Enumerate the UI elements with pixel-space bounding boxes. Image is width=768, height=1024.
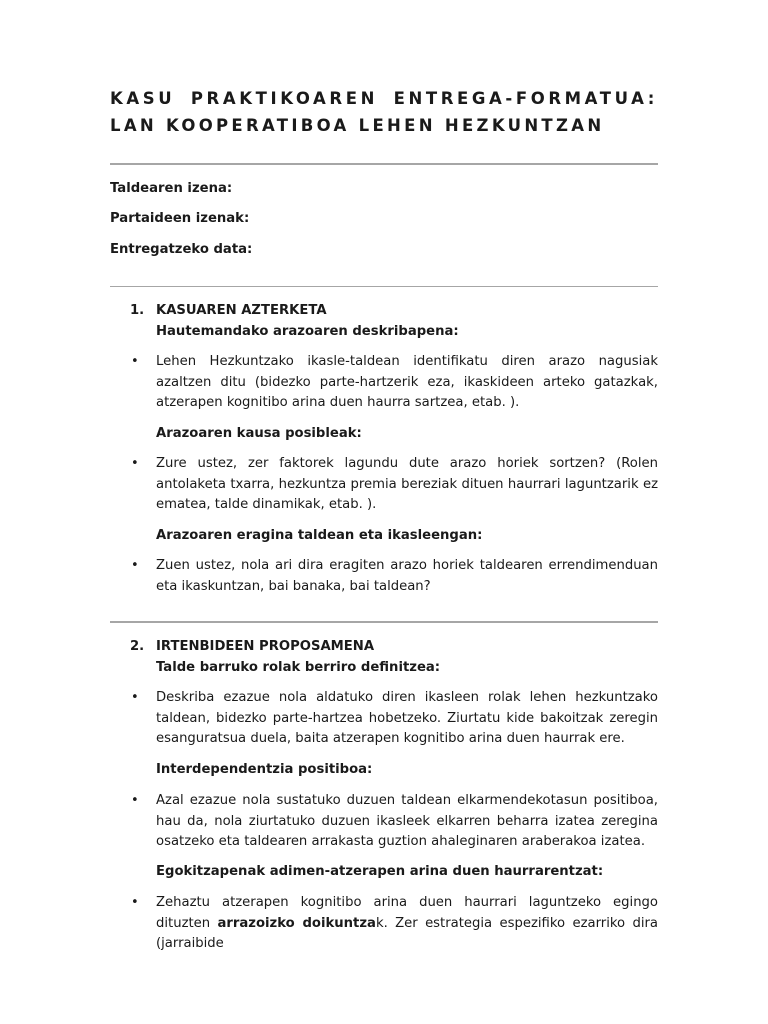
section-2-heading	[130, 639, 374, 654]
section-title: IRTENBIDEEN PROPOSAMENA	[156, 639, 375, 654]
bullet-icon: •	[131, 793, 139, 808]
bullet-text	[156, 893, 658, 955]
divider	[110, 621, 658, 623]
bullet-icon: •	[131, 456, 139, 471]
section-number: 1.	[130, 303, 145, 318]
subheading: Talde barruko rolak berriro definitzea:	[156, 660, 441, 675]
page-title-line-1	[110, 89, 658, 109]
section-title: KASUAREN AZTERKETA	[156, 303, 327, 318]
subheading: Arazoaren kausa posibleak:	[156, 426, 362, 441]
title-word: ENTREGA-FORMATUA:	[393, 89, 658, 108]
bullet-icon: •	[131, 895, 139, 910]
title-word: KASU	[110, 89, 176, 108]
bullet-text: Deskriba ezazue nola aldatuko diren ikasleen rolak lehen hezkuntzako taldean, bidezko parte-hartzea hobetzeko. Ziurtatu kide bakoitzak zeregin esanguratsua duela, baita atzerapen kognitibo arina duen haurrak ere.	[156, 690, 658, 747]
section-1-heading	[130, 303, 327, 318]
bullet-icon: •	[131, 354, 139, 369]
bullet-text: Lehen Hezkuntzako ikasle-taldean identifikatu diren arazo nagusiak azaltzen ditu (bidezko parte-hartzerik eza, ikaskideen arteko gatazkak, atzerapen kognitibo arina duen haurra sartzea, etab. ).	[156, 354, 658, 411]
bullet-icon: •	[131, 690, 139, 705]
page-title-line-2: LAN KOOPERATIBOA LEHEN HEZKUNTZAN	[110, 116, 605, 135]
bullet-text-part: k. Zer estrategia espezifiko ezarriko dira (jarraibide	[156, 915, 658, 952]
subheading: Interdependentzia positiboa:	[156, 762, 373, 777]
subheading: Egokitzapenak adimen-atzerapen arina duen haurrarentzat:	[156, 864, 604, 879]
members-label: Partaideen izenak:	[110, 211, 250, 226]
subheading: Arazoaren eragina taldean eta ikasleengan:	[156, 528, 483, 543]
bullet-text: Azal ezazue nola sustatuko duzuen taldean elkarmendekotasun positiboa, hau da, nola ziurtatuko duzuen ikasleek elkarren beharra izatea zeregina osatzeko eta taldearen arrakasta guztion ahaleginaren araberakoa izatea.	[156, 793, 658, 850]
bullet-text-part: Zehaztu atzerapen kognitibo arina duen haurrari laguntzeko egingo dituzten	[156, 895, 658, 931]
bullet-text-bold: arrazoizko doikuntza	[217, 915, 376, 931]
bullet-text: Zure ustez, zer faktorek lagundu dute arazo horiek sortzen? (Rolen antolaketa txarra, hezkuntza premia bereziak dituen haurrari laguntzarik ez ematea, talde dinamikak, etab. ).	[156, 456, 658, 513]
title-word: PRAKTIKOAREN	[190, 89, 378, 108]
bullet-icon: •	[131, 558, 139, 573]
divider	[110, 163, 658, 165]
delivery-date-label: Entregatzeko data:	[110, 242, 253, 257]
subheading: Hautemandako arazoaren deskribapena:	[156, 324, 459, 339]
section-number: 2.	[130, 639, 145, 654]
bullet-text: Zuen ustez, nola ari dira eragiten arazo horiek taldearen errendimenduan eta ikaskuntzan, bai banaka, bai taldean?	[156, 558, 658, 594]
divider	[110, 286, 658, 287]
group-name-label: Taldearen izena:	[110, 181, 233, 196]
